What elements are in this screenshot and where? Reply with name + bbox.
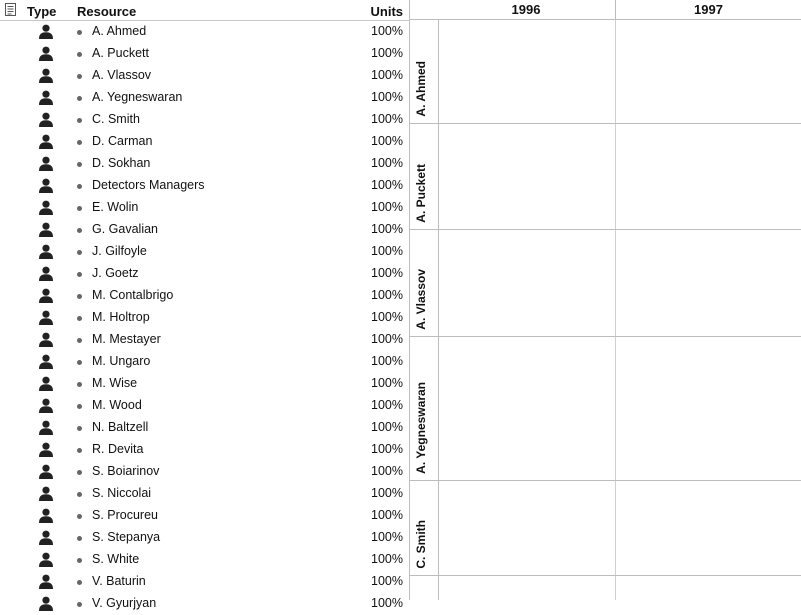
- resource-name: D. Sokhan: [92, 156, 151, 170]
- timeline-band[interactable]: [410, 20, 801, 124]
- person-icon: [38, 596, 54, 611]
- table-row[interactable]: [0, 131, 409, 153]
- resource-name: J. Goetz: [92, 266, 139, 280]
- table-row[interactable]: [0, 241, 409, 263]
- person-icon: [38, 178, 54, 193]
- table-row[interactable]: [0, 153, 409, 175]
- table-row[interactable]: [0, 263, 409, 285]
- resource-units: 100%: [371, 464, 403, 478]
- resource-name: S. Procureu: [92, 508, 159, 522]
- bullet-icon: [77, 338, 82, 343]
- resource-units: 100%: [371, 530, 403, 544]
- person-icon: [38, 420, 54, 435]
- person-icon: [38, 464, 54, 479]
- resource-name: C. Smith: [92, 112, 140, 126]
- person-icon: [38, 332, 54, 347]
- resource-name: A. Ahmed: [92, 24, 147, 38]
- table-row[interactable]: [0, 593, 409, 615]
- bullet-icon: [77, 360, 82, 365]
- person-icon: [38, 112, 54, 127]
- resource-name: S. White: [92, 552, 140, 566]
- bullet-icon: [77, 250, 82, 255]
- person-icon: [38, 156, 54, 171]
- table-row[interactable]: [0, 571, 409, 593]
- timeline-band[interactable]: [410, 124, 801, 230]
- resource-units: 100%: [371, 486, 403, 500]
- band-label: A. Ahmed: [414, 61, 428, 117]
- bullet-icon: [77, 74, 82, 79]
- table-row[interactable]: [0, 527, 409, 549]
- bullet-icon: [77, 162, 82, 167]
- table-row[interactable]: [0, 175, 409, 197]
- column-header-units[interactable]: Units: [370, 4, 403, 19]
- bullet-icon: [77, 52, 82, 57]
- resource-units: 100%: [371, 552, 403, 566]
- resource-name: M. Wise: [92, 376, 138, 390]
- timeline-header: [410, 0, 801, 20]
- bullet-icon: [77, 140, 82, 145]
- resource-units: 100%: [371, 46, 403, 60]
- resource-name: S. Niccolai: [92, 486, 152, 500]
- band-label: A. Yegneswaran: [414, 382, 428, 474]
- bullet-icon: [77, 492, 82, 497]
- table-row[interactable]: [0, 373, 409, 395]
- resource-units: 100%: [371, 310, 403, 324]
- table-row[interactable]: [0, 351, 409, 373]
- resource-units: 100%: [371, 112, 403, 126]
- bullet-icon: [77, 602, 82, 607]
- resource-units: 100%: [371, 222, 403, 236]
- resource-units: 100%: [371, 288, 403, 302]
- resource-units: 100%: [371, 134, 403, 148]
- bullet-icon: [77, 426, 82, 431]
- person-icon: [38, 574, 54, 589]
- resource-units: 100%: [371, 332, 403, 346]
- resource-units: 100%: [371, 596, 403, 610]
- bullet-icon: [77, 206, 82, 211]
- bullet-icon: [77, 228, 82, 233]
- resource-name: E. Wolin: [92, 200, 139, 214]
- resource-units: 100%: [371, 354, 403, 368]
- bullet-icon: [77, 294, 82, 299]
- person-icon: [38, 266, 54, 281]
- table-row[interactable]: [0, 87, 409, 109]
- timeline-band[interactable]: [410, 230, 801, 337]
- person-icon: [38, 354, 54, 369]
- person-icon: [38, 288, 54, 303]
- person-icon: [38, 530, 54, 545]
- table-row[interactable]: [0, 549, 409, 571]
- person-icon: [38, 486, 54, 501]
- timeline-band[interactable]: [410, 337, 801, 481]
- resource-name: N. Baltzell: [92, 420, 149, 434]
- resource-units: 100%: [371, 68, 403, 82]
- resource-name: M. Holtrop: [92, 310, 150, 324]
- table-row[interactable]: [0, 483, 409, 505]
- resource-name: D. Carman: [92, 134, 153, 148]
- resource-units: 100%: [371, 244, 403, 258]
- table-row[interactable]: [0, 461, 409, 483]
- resource-name: A. Yegneswaran: [92, 90, 183, 104]
- person-icon: [38, 310, 54, 325]
- resource-name: M. Ungaro: [92, 354, 151, 368]
- resource-name: A. Vlassov: [92, 68, 152, 82]
- table-row[interactable]: [0, 219, 409, 241]
- bullet-icon: [77, 96, 82, 101]
- table-header: [0, 0, 409, 21]
- year-header-1996: 1996: [511, 2, 541, 17]
- bullet-icon: [77, 184, 82, 189]
- table-row[interactable]: [0, 307, 409, 329]
- bullet-icon: [77, 30, 82, 35]
- resource-name: G. Gavalian: [92, 222, 159, 236]
- bullet-icon: [77, 514, 82, 519]
- resource-name: V. Baturin: [92, 574, 146, 588]
- person-icon: [38, 508, 54, 523]
- table-row[interactable]: [0, 329, 409, 351]
- table-row[interactable]: [0, 21, 409, 43]
- bullet-icon: [77, 382, 82, 387]
- resource-name: M. Contalbrigo: [92, 288, 174, 302]
- resource-name: Detectors Managers: [92, 178, 205, 192]
- person-icon: [38, 200, 54, 215]
- table-row[interactable]: [0, 505, 409, 527]
- resource-units: 100%: [371, 200, 403, 214]
- resource-units: 100%: [371, 90, 403, 104]
- resource-units: 100%: [371, 376, 403, 390]
- resource-units: 100%: [371, 420, 403, 434]
- resource-name: M. Wood: [92, 398, 142, 412]
- bullet-icon: [77, 558, 82, 563]
- person-icon: [38, 376, 54, 391]
- table-row[interactable]: [0, 285, 409, 307]
- person-icon: [38, 46, 54, 61]
- resource-units: 100%: [371, 508, 403, 522]
- bullet-icon: [77, 448, 82, 453]
- band-label: A. Vlassov: [414, 269, 428, 330]
- table-row[interactable]: [0, 197, 409, 219]
- resource-units: 100%: [371, 398, 403, 412]
- resource-rows: [0, 21, 409, 615]
- band-label: A. Puckett: [414, 164, 428, 223]
- resource-units: 100%: [371, 442, 403, 456]
- bullet-icon: [77, 272, 82, 277]
- resource-name: R. Devita: [92, 442, 144, 456]
- column-header-resource[interactable]: Resource: [77, 4, 137, 19]
- resource-units: 100%: [371, 24, 403, 38]
- resource-name: A. Puckett: [92, 46, 149, 60]
- table-row[interactable]: [0, 439, 409, 461]
- person-icon: [38, 24, 54, 39]
- person-icon: [38, 68, 54, 83]
- person-icon: [38, 90, 54, 105]
- resource-units: 100%: [371, 266, 403, 280]
- year-header-1997: 1997: [615, 0, 801, 20]
- bullet-icon: [77, 118, 82, 123]
- person-icon: [38, 244, 54, 259]
- person-icon: [38, 552, 54, 567]
- column-header-type[interactable]: Type: [27, 4, 57, 19]
- resource-units: 100%: [371, 178, 403, 192]
- person-icon: [38, 398, 54, 413]
- bullet-icon: [77, 316, 82, 321]
- bullet-icon: [77, 470, 82, 475]
- table-row[interactable]: [0, 43, 409, 65]
- table-row[interactable]: [0, 395, 409, 417]
- notes-icon[interactable]: [5, 3, 16, 16]
- bullet-icon: [77, 536, 82, 541]
- bullet-icon: [77, 404, 82, 409]
- person-icon: [38, 442, 54, 457]
- resource-name: J. Gilfoyle: [92, 244, 147, 258]
- person-icon: [38, 222, 54, 237]
- resource-name: M. Mestayer: [92, 332, 161, 346]
- table-row[interactable]: [0, 417, 409, 439]
- person-icon: [38, 134, 54, 149]
- timeline-band[interactable]: [410, 481, 801, 576]
- table-row[interactable]: [0, 109, 409, 131]
- resource-name: V. Gyurjyan: [92, 596, 157, 610]
- resource-name: S. Stepanya: [92, 530, 161, 544]
- resource-units: 100%: [371, 574, 403, 588]
- resource-units: 100%: [371, 156, 403, 170]
- band-label: C. Smith: [414, 520, 428, 569]
- resource-timeline: [409, 0, 800, 600]
- bullet-icon: [77, 580, 82, 585]
- table-row[interactable]: [0, 65, 409, 87]
- resource-name: S. Boiarinov: [92, 464, 160, 478]
